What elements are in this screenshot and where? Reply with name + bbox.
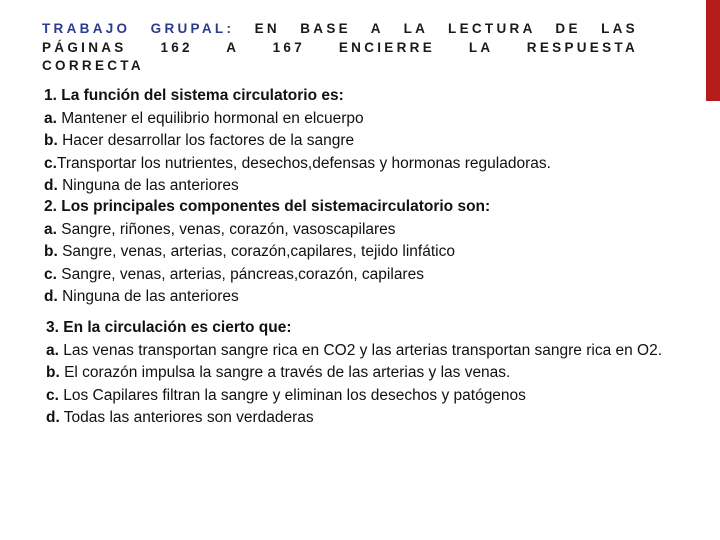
option-letter: a. xyxy=(46,341,59,359)
question-prompt: 3. En la circulación es cierto que: xyxy=(46,319,292,336)
option-letter: b. xyxy=(46,364,60,381)
title-line-1 xyxy=(42,20,638,39)
question-3 xyxy=(46,317,686,430)
answer-option-a[interactable] xyxy=(44,219,490,242)
accent-bar xyxy=(706,0,720,101)
answer-option-b[interactable] xyxy=(44,130,551,153)
option-text: Transportar los nutrientes, desechos,defensas y hormonas reguladoras. xyxy=(56,154,551,172)
question-prompt: 2. Los principales componentes del sistemacirculatorio son: xyxy=(44,198,491,215)
answer-option-d[interactable] xyxy=(46,407,686,430)
option-text: Ninguna de las anteriores xyxy=(57,288,239,305)
option-text: Sangre, venas, arterias, páncreas,corazón, capilares xyxy=(56,265,424,283)
option-letter: b. xyxy=(44,243,58,260)
question-prompt: 1. La función del sistema circulatorio es: xyxy=(44,87,344,104)
question-2 xyxy=(44,196,490,309)
title-line-3: CORRECTA xyxy=(42,58,144,73)
title-line-2: PÁGINAS 162 A 167 ENCIERRE LA RESPUESTA xyxy=(42,39,638,55)
answer-option-a[interactable] xyxy=(46,340,686,363)
option-letter: b. xyxy=(44,132,58,149)
option-text: Hacer desarrollar los factores de la sangre xyxy=(57,132,355,149)
answer-option-b[interactable] xyxy=(44,241,490,264)
option-text: Mantener el equilibrio hormonal en elcuerpo xyxy=(56,109,364,127)
option-letter: c. xyxy=(46,386,59,404)
option-text: Ninguna de las anteriores xyxy=(57,177,239,194)
option-letter: c. xyxy=(44,265,57,283)
option-text: Sangre, venas, arterias, corazón,capilares, tejido linfático xyxy=(57,243,455,260)
option-letter: d. xyxy=(44,177,58,194)
option-text: Todas las anteriores son verdaderas xyxy=(59,409,314,426)
title-line-1-part-1: TRABAJO GRUPAL: xyxy=(42,21,235,36)
option-letter: a. xyxy=(44,109,57,127)
answer-option-d[interactable] xyxy=(44,175,551,198)
option-text: Sangre, riñones, venas, corazón, vasoscapilares xyxy=(56,220,396,238)
option-text: Los Capilares filtran la sangre y eliminan los desechos y patógenos xyxy=(58,386,526,404)
title-line-1-part-2: EN BASE A LA LECTURA DE LAS xyxy=(254,21,638,36)
question-1 xyxy=(44,85,551,198)
answer-option-c[interactable] xyxy=(44,264,490,287)
answer-option-a[interactable] xyxy=(44,108,551,131)
option-letter: c. xyxy=(44,154,57,172)
option-text: El corazón impulsa la sangre a través de las arterias y las venas. xyxy=(59,364,511,381)
option-letter: d. xyxy=(44,288,58,305)
answer-option-d[interactable] xyxy=(44,286,490,309)
page-title xyxy=(42,20,638,76)
option-letter: d. xyxy=(46,409,60,426)
answer-option-b[interactable] xyxy=(46,362,686,385)
answer-option-c[interactable] xyxy=(44,153,551,176)
option-text: Las venas transportan sangre rica en CO2 y las arterias transportan sangre rica en O2. xyxy=(58,341,663,359)
option-letter: a. xyxy=(44,220,57,238)
answer-option-c[interactable] xyxy=(46,385,686,408)
